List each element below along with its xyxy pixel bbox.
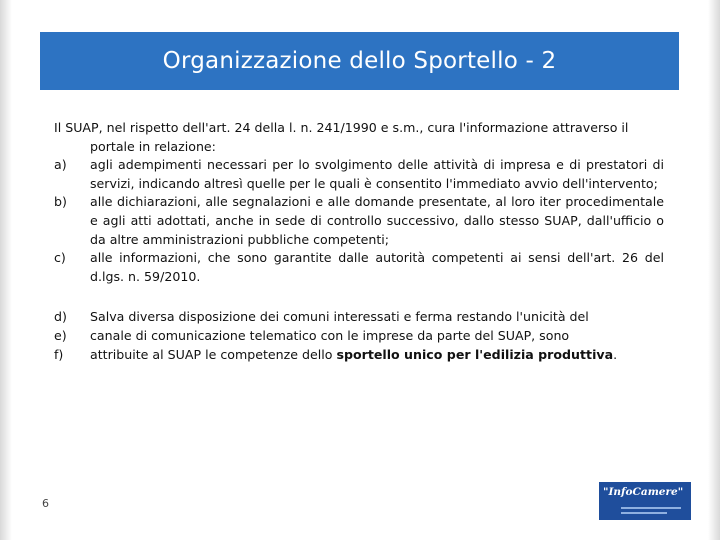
logo-decoration <box>621 507 681 509</box>
list-item-a <box>54 156 664 193</box>
list-marker: a) <box>54 157 67 173</box>
list-item-text: agli adempimenti necessari per lo svolgimento delle attività di impresa e di prestatori di servizi, indicando altresì quelle per le quali è consentito l'immediato avvio dell'intervento; <box>90 157 664 191</box>
list-item-text-pre: attribuite al SUAP le competenze dello <box>90 346 337 362</box>
left-shadow <box>0 0 12 540</box>
list-item-text: Salva diversa disposizione dei comuni interessati e ferma restando l'unicità del <box>90 309 589 325</box>
list-item-d <box>54 308 664 327</box>
right-shadow <box>708 0 720 540</box>
intro-continuation: portale in relazione: <box>90 138 216 154</box>
list-item-c <box>54 249 664 286</box>
list-item-f <box>54 346 664 365</box>
infocamere-logo <box>599 482 691 520</box>
list-item-text-post: . <box>613 346 618 362</box>
logo-decoration <box>621 512 667 514</box>
list-marker: d) <box>54 309 67 325</box>
logo-text: "InfoCamere" <box>603 486 684 498</box>
list-marker: c) <box>54 250 66 266</box>
slide-title: Organizzazione dello Sportello - 2 <box>162 48 557 74</box>
list-marker: f) <box>54 346 64 362</box>
list-item-e <box>54 327 664 346</box>
intro-paragraph <box>54 119 664 156</box>
spacer <box>54 286 664 308</box>
list-item-text <box>90 346 664 365</box>
list-marker: e) <box>54 327 67 343</box>
list-item-text-bold: sportello unico per l'edilizia produttiva <box>336 346 614 362</box>
list-item-text: canale di comunicazione telematico con le imprese da parte del SUAP, sono <box>90 327 570 343</box>
list-item-text: alle dichiarazioni, alle segnalazioni e alle domande presentate, al loro iter procedimentale e agli atti adottati, anche in sede di controllo successivo, dallo stesso SUAP, dall'ufficio o da altre amministrazioni pubbliche competenti; <box>90 194 664 247</box>
list-item-b <box>54 193 664 249</box>
title-bar <box>40 32 679 90</box>
page-number: 6 <box>42 497 49 510</box>
list-item-text: alle informazioni, che sono garantite dalle autorità competenti ai sensi dell'art. 26 del d.lgs. n. 59/2010. <box>90 250 664 284</box>
intro-first-line: Il SUAP, nel rispetto dell'art. 24 della l. n. 241/1990 e s.m., cura l'informazione attraverso il <box>54 120 629 135</box>
slide-content <box>54 119 664 364</box>
list-marker: b) <box>54 194 67 210</box>
